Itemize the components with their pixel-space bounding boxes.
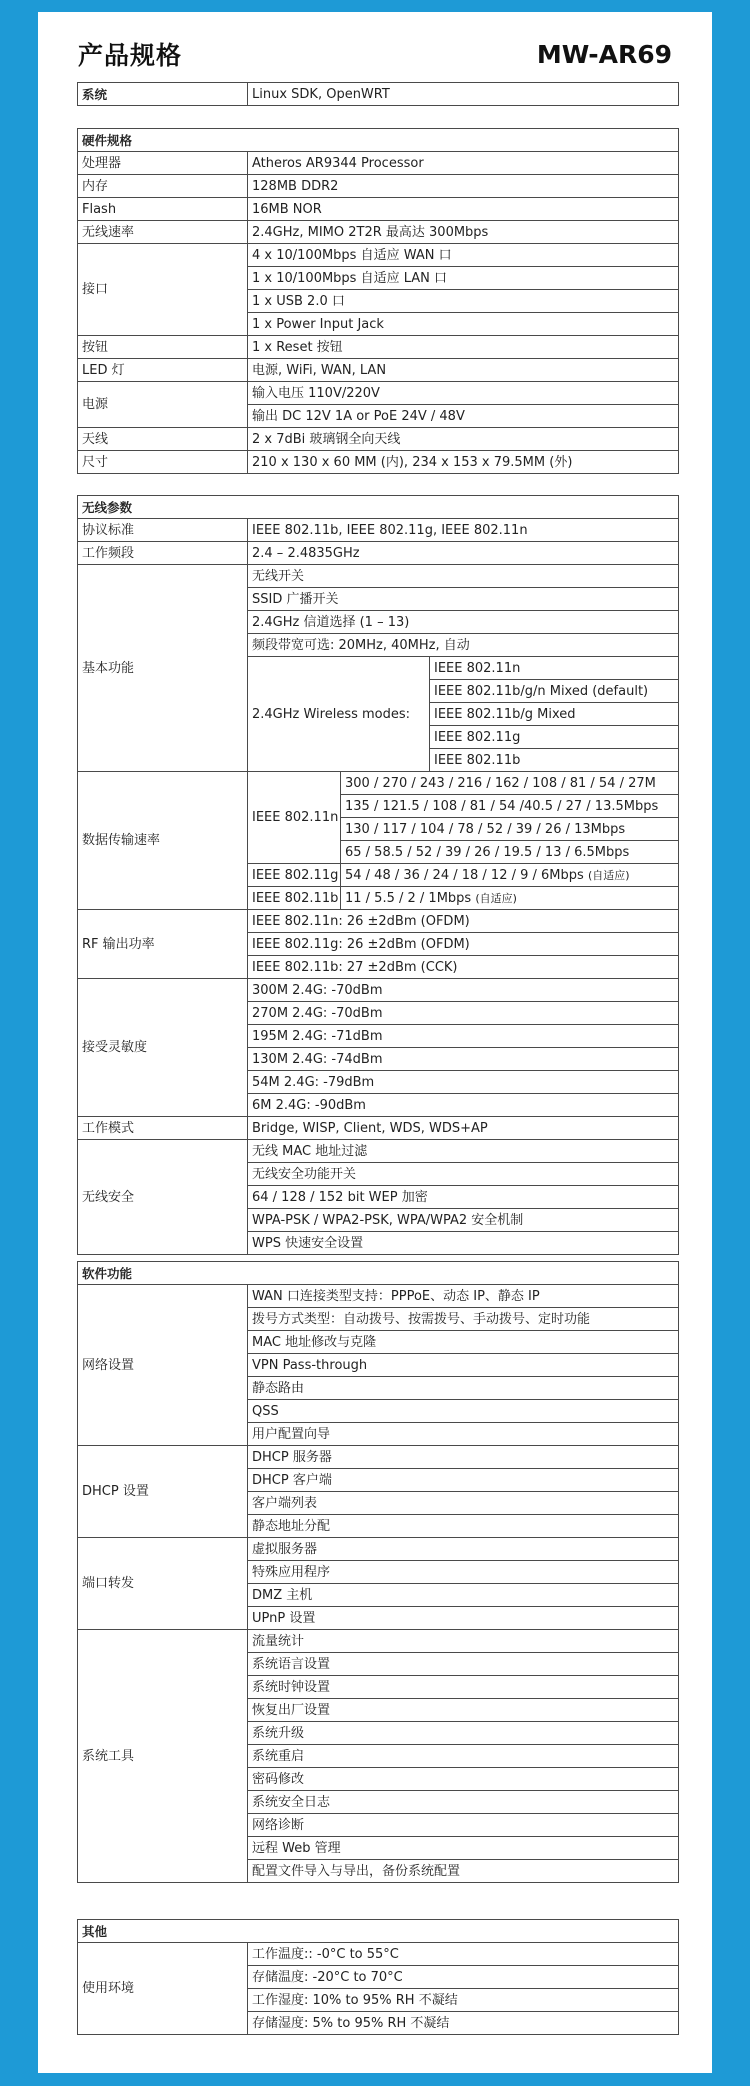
table-row — [78, 451, 679, 474]
row-value: SSID 广播开关 — [248, 588, 679, 611]
row-label: LED 灯 — [78, 359, 248, 382]
row-value: VPN Pass-through — [248, 1354, 679, 1377]
row-value: 网络诊断 — [248, 1814, 679, 1837]
row-label: 处理器 — [78, 152, 248, 175]
row-label: 协议标准 — [78, 519, 248, 542]
table-row — [78, 359, 679, 382]
table-row — [78, 519, 679, 542]
table-row — [78, 1117, 679, 1140]
row-value: 2.4GHz, MIMO 2T2R 最高达 300Mbps — [248, 221, 679, 244]
rate-note: (自适应) — [587, 868, 630, 882]
row-value: 270M 2.4G: -70dBm — [248, 1002, 679, 1025]
row-label: 接受灵敏度 — [78, 979, 248, 1117]
row-value: WAN 口连接类型支持：PPPoE、动态 IP、静态 IP — [248, 1285, 679, 1308]
row-value: 无线开关 — [248, 565, 679, 588]
software-table — [77, 1261, 679, 1883]
row-value: 无线安全功能开关 — [248, 1163, 679, 1186]
row-value: 1 x 10/100Mbps 自适应 LAN 口 — [248, 267, 679, 290]
row-value: DMZ 主机 — [248, 1584, 679, 1607]
row-value: 密码修改 — [248, 1768, 679, 1791]
row-label: 基本功能 — [78, 565, 248, 772]
row-label: 使用环境 — [78, 1943, 248, 2035]
row-value: 电源, WiFi, WAN, LAN — [248, 359, 679, 382]
row-value: 2.4 – 2.4835GHz — [248, 542, 679, 565]
section-title: 无线参数 — [78, 496, 679, 519]
row-label: 电源 — [78, 382, 248, 428]
rate-note: (自适应) — [475, 891, 517, 905]
table-row — [78, 83, 679, 106]
row-value: 配置文件导入与导出，备份系统配置 — [248, 1860, 679, 1883]
mode-value: IEEE 802.11b/g/n Mixed (default) — [430, 680, 679, 703]
row-value: 1 x Power Input Jack — [248, 313, 679, 336]
table-row — [78, 175, 679, 198]
row-value: 210 x 130 x 60 MM (内), 234 x 153 x 79.5MM (外) — [248, 451, 679, 474]
row-value: 静态地址分配 — [248, 1515, 679, 1538]
rate-value-text: 11 / 5.5 / 2 / 1Mbps — [345, 890, 472, 906]
row-value: 54M 2.4G: -79dBm — [248, 1071, 679, 1094]
row-label: 按钮 — [78, 336, 248, 359]
rate-value: 300 / 270 / 243 / 216 / 162 / 108 / 81 / 54 / 27M — [341, 772, 679, 795]
row-label: 系统工具 — [78, 1630, 248, 1883]
other-table — [77, 1919, 679, 2035]
row-label: 无线速率 — [78, 221, 248, 244]
row-value: 无线 MAC 地址过滤 — [248, 1140, 679, 1163]
hardware-table — [77, 128, 679, 474]
table-row — [78, 772, 679, 795]
row-value: Atheros AR9344 Processor — [248, 152, 679, 175]
row-label: Flash — [78, 198, 248, 221]
rate-value — [341, 864, 679, 887]
table-row — [78, 428, 679, 451]
row-value: 工作湿度: 10% to 95% RH 不凝结 — [248, 1989, 679, 2012]
row-value: 4 x 10/100Mbps 自适应 WAN 口 — [248, 244, 679, 267]
row-value: 远程 Web 管理 — [248, 1837, 679, 1860]
table-row — [78, 336, 679, 359]
row-value: 系统安全日志 — [248, 1791, 679, 1814]
mode-value: IEEE 802.11g — [430, 726, 679, 749]
row-value: DHCP 服务器 — [248, 1446, 679, 1469]
table-row — [78, 542, 679, 565]
rate-value — [341, 887, 679, 910]
row-value: 存储湿度: 5% to 95% RH 不凝结 — [248, 2012, 679, 2035]
row-value: QSS — [248, 1400, 679, 1423]
row-label: 端口转发 — [78, 1538, 248, 1630]
row-value: IEEE 802.11b, IEEE 802.11g, IEEE 802.11n — [248, 519, 679, 542]
row-value: IEEE 802.11b: 27 ±2dBm (CCK) — [248, 956, 679, 979]
row-value: 频段带宽可选: 20MHz, 40MHz, 自动 — [248, 634, 679, 657]
row-value: 16MB NOR — [248, 198, 679, 221]
row-value: 虚拟服务器 — [248, 1538, 679, 1561]
row-value: 系统时钟设置 — [248, 1676, 679, 1699]
row-value: UPnP 设置 — [248, 1607, 679, 1630]
row-label: 天线 — [78, 428, 248, 451]
row-value: 工作温度:: -0°C to 55°C — [248, 1943, 679, 1966]
row-value: 195M 2.4G: -71dBm — [248, 1025, 679, 1048]
row-value: 1 x USB 2.0 口 — [248, 290, 679, 313]
row-value: 客户端列表 — [248, 1492, 679, 1515]
table-row — [78, 1943, 679, 1966]
row-value: 系统升级 — [248, 1722, 679, 1745]
row-value: 300M 2.4G: -70dBm — [248, 979, 679, 1002]
row-value: IEEE 802.11g: 26 ±2dBm (OFDM) — [248, 933, 679, 956]
row-value: Bridge, WISP, Client, WDS, WDS+AP — [248, 1117, 679, 1140]
row-value: 拨号方式类型：自动拨号、按需拨号、手动拨号、定时功能 — [248, 1308, 679, 1331]
system-value: Linux SDK, OpenWRT — [248, 83, 679, 106]
row-value: 恢复出厂设置 — [248, 1699, 679, 1722]
table-row — [78, 1538, 679, 1561]
rate-value: 130 / 117 / 104 / 78 / 52 / 39 / 26 / 13Mbps — [341, 818, 679, 841]
row-value: 2 x 7dBi 玻璃钢全向天线 — [248, 428, 679, 451]
model-number: MW-AR69 — [536, 40, 672, 69]
row-value: IEEE 802.11n: 26 ±2dBm (OFDM) — [248, 910, 679, 933]
rate-standard: IEEE 802.11g — [248, 864, 341, 887]
table-row — [78, 221, 679, 244]
page-title: 产品规格 — [78, 41, 183, 70]
rate-value-text: 54 / 48 / 36 / 24 / 18 / 12 / 9 / 6Mbps — [345, 867, 584, 883]
table-row — [78, 1630, 679, 1653]
row-value: 系统重启 — [248, 1745, 679, 1768]
spec-sheet — [38, 12, 712, 2073]
row-value: 存储温度: -20°C to 70°C — [248, 1966, 679, 1989]
row-value: 130M 2.4G: -74dBm — [248, 1048, 679, 1071]
row-value: 输入电压 110V/220V — [248, 382, 679, 405]
row-value: WPA-PSK / WPA2-PSK, WPA/WPA2 安全机制 — [248, 1209, 679, 1232]
section-title: 硬件规格 — [78, 129, 679, 152]
section-title: 其他 — [78, 1920, 679, 1943]
row-value: 128MB DDR2 — [248, 175, 679, 198]
row-value: DHCP 客户端 — [248, 1469, 679, 1492]
row-value: 1 x Reset 按钮 — [248, 336, 679, 359]
row-label: 内存 — [78, 175, 248, 198]
mode-value: IEEE 802.11b — [430, 749, 679, 772]
row-value: 64 / 128 / 152 bit WEP 加密 — [248, 1186, 679, 1209]
row-label: 工作频段 — [78, 542, 248, 565]
row-label: 尺寸 — [78, 451, 248, 474]
system-label: 系统 — [78, 83, 248, 106]
row-label: 工作模式 — [78, 1117, 248, 1140]
table-row — [78, 382, 679, 405]
wireless-table — [77, 495, 679, 1255]
table-row — [78, 244, 679, 267]
system-table — [77, 82, 679, 106]
row-value: 用户配置向导 — [248, 1423, 679, 1446]
row-label: 接口 — [78, 244, 248, 336]
row-label: 无线安全 — [78, 1140, 248, 1255]
mode-value: IEEE 802.11n — [430, 657, 679, 680]
table-row — [78, 152, 679, 175]
row-value: MAC 地址修改与克隆 — [248, 1331, 679, 1354]
row-value: 输出 DC 12V 1A or PoE 24V / 48V — [248, 405, 679, 428]
row-label: 数据传输速率 — [78, 772, 248, 910]
rate-value: 65 / 58.5 / 52 / 39 / 26 / 19.5 / 13 / 6.5Mbps — [341, 841, 679, 864]
table-row — [78, 565, 679, 588]
rate-standard: IEEE 802.11n — [248, 772, 341, 864]
rate-value: 135 / 121.5 / 108 / 81 / 54 /40.5 / 27 / 13.5Mbps — [341, 795, 679, 818]
row-label: RF 输出功率 — [78, 910, 248, 979]
row-value: 静态路由 — [248, 1377, 679, 1400]
row-value: 2.4GHz 信道选择 (1 – 13) — [248, 611, 679, 634]
row-value: 6M 2.4G: -90dBm — [248, 1094, 679, 1117]
modes-label: 2.4GHz Wireless modes: — [248, 657, 430, 772]
table-row — [78, 979, 679, 1002]
table-row — [78, 910, 679, 933]
table-row — [78, 1140, 679, 1163]
row-value: 系统语言设置 — [248, 1653, 679, 1676]
table-row — [78, 1446, 679, 1469]
section-title: 软件功能 — [78, 1262, 679, 1285]
table-row — [78, 1285, 679, 1308]
mode-value: IEEE 802.11b/g Mixed — [430, 703, 679, 726]
table-row — [78, 198, 679, 221]
rate-standard: IEEE 802.11b — [248, 887, 341, 910]
row-value: WPS 快速安全设置 — [248, 1232, 679, 1255]
row-label: DHCP 设置 — [78, 1446, 248, 1538]
row-value: 特殊应用程序 — [248, 1561, 679, 1584]
row-value: 流量统计 — [248, 1630, 679, 1653]
row-label: 网络设置 — [78, 1285, 248, 1446]
